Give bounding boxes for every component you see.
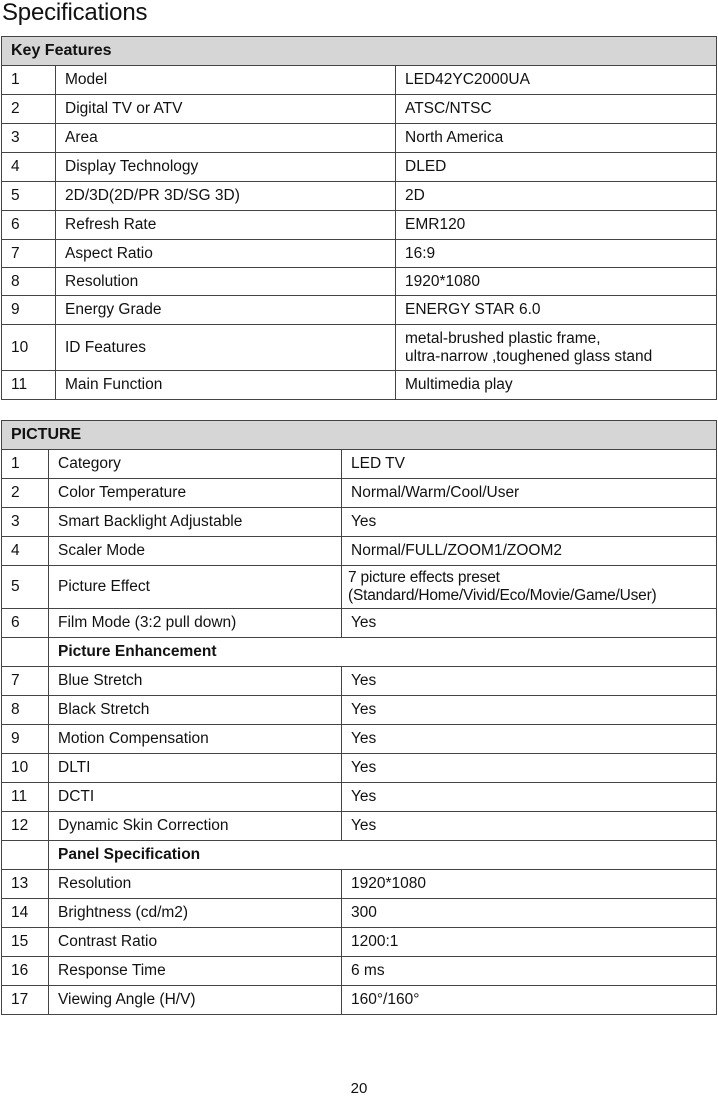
row-number: 8	[2, 268, 56, 296]
spec-value: Yes	[342, 812, 717, 841]
row-number-empty	[2, 638, 49, 667]
spec-name: Main Function	[56, 371, 396, 400]
spec-name: Aspect Ratio	[56, 240, 396, 268]
key-features-header-row	[2, 37, 717, 66]
row-number: 10	[2, 754, 49, 783]
picture-enhancement-label: Picture Enhancement	[49, 638, 717, 667]
spec-name: DLTI	[49, 754, 342, 783]
row-number: 2	[2, 95, 56, 124]
table-row	[2, 268, 717, 296]
spec-name: Viewing Angle (H/V)	[49, 986, 342, 1015]
table-row	[2, 783, 717, 812]
spec-value: EMR120	[396, 211, 717, 240]
spec-value: Normal/Warm/Cool/User	[342, 479, 717, 508]
spec-value: 1920*1080	[342, 870, 717, 899]
spec-name: ID Features	[56, 325, 396, 371]
spec-value: ATSC/NTSC	[396, 95, 717, 124]
table-row	[2, 296, 717, 325]
spec-name: Film Mode (3:2 pull down)	[49, 609, 342, 638]
row-number: 1	[2, 66, 56, 95]
spec-name: Brightness (cd/m2)	[49, 899, 342, 928]
table-row	[2, 479, 717, 508]
spec-value: Yes	[342, 754, 717, 783]
row-number: 7	[2, 240, 56, 268]
spec-value: 1920*1080	[396, 268, 717, 296]
table-row	[2, 986, 717, 1015]
spec-name: Color Temperature	[49, 479, 342, 508]
table-row	[2, 899, 717, 928]
spec-value: Yes	[342, 725, 717, 754]
spec-value: Normal/FULL/ZOOM1/ZOOM2	[342, 537, 717, 566]
spec-name: Model	[56, 66, 396, 95]
picture-header: PICTURE	[2, 421, 717, 450]
spec-value-line: metal-brushed plastic frame,	[405, 329, 601, 347]
table-row	[2, 754, 717, 783]
spec-value: 6 ms	[342, 957, 717, 986]
spec-value-line: ultra-narrow ,toughened glass stand	[405, 347, 653, 365]
page-number: 20	[350, 1080, 368, 1097]
spec-value: 300	[342, 899, 717, 928]
row-number: 5	[2, 182, 56, 211]
row-number: 9	[2, 725, 49, 754]
spec-name: Resolution	[56, 268, 396, 296]
spec-value	[396, 325, 717, 371]
table-row	[2, 182, 717, 211]
row-number: 11	[2, 783, 49, 812]
spec-value: 1200:1	[342, 928, 717, 957]
table-row	[2, 870, 717, 899]
row-number: 9	[2, 296, 56, 325]
key-features-table	[1, 36, 717, 400]
table-row	[2, 211, 717, 240]
row-number: 4	[2, 153, 56, 182]
row-number: 1	[2, 450, 49, 479]
row-number: 3	[2, 124, 56, 153]
table-row	[2, 124, 717, 153]
row-number: 2	[2, 479, 49, 508]
spec-name: Area	[56, 124, 396, 153]
spec-name: Smart Backlight Adjustable	[49, 508, 342, 537]
spec-value: Multimedia play	[396, 371, 717, 400]
spec-name: Scaler Mode	[49, 537, 342, 566]
key-features-header: Key Features	[2, 37, 717, 66]
table-row	[2, 812, 717, 841]
spec-value: 160°/160°	[342, 986, 717, 1015]
spec-name: Dynamic Skin Correction	[49, 812, 342, 841]
row-number: 7	[2, 667, 49, 696]
subheader-row	[2, 841, 717, 870]
spec-value: Yes	[342, 667, 717, 696]
spec-name: DCTI	[49, 783, 342, 812]
subheader-row	[2, 638, 717, 667]
row-number: 10	[2, 325, 56, 371]
picture-header-row	[2, 421, 717, 450]
spec-value: Yes	[342, 696, 717, 725]
table-row	[2, 508, 717, 537]
spec-value: North America	[396, 124, 717, 153]
row-number: 15	[2, 928, 49, 957]
table-row	[2, 725, 717, 754]
spec-name: Response Time	[49, 957, 342, 986]
panel-specification-label: Panel Specification	[49, 841, 717, 870]
table-row	[2, 240, 717, 268]
spec-name: Resolution	[49, 870, 342, 899]
spec-name: Digital TV or ATV	[56, 95, 396, 124]
table-row	[2, 450, 717, 479]
table-row	[2, 537, 717, 566]
spec-name: Refresh Rate	[56, 211, 396, 240]
spec-value-line: (Standard/Home/Vivid/Eco/Movie/Game/User)	[348, 587, 657, 604]
table-row	[2, 66, 717, 95]
spec-value	[342, 566, 717, 609]
spec-value: 2D	[396, 182, 717, 211]
table-row	[2, 325, 717, 371]
spec-value: 16:9	[396, 240, 717, 268]
row-number-empty	[2, 841, 49, 870]
spec-value: ENERGY STAR 6.0	[396, 296, 717, 325]
spec-value: Yes	[342, 508, 717, 537]
spec-name: Picture Effect	[49, 566, 342, 609]
spec-value: Yes	[342, 783, 717, 812]
spec-value: Yes	[342, 609, 717, 638]
row-number: 14	[2, 899, 49, 928]
spec-name: Blue Stretch	[49, 667, 342, 696]
spec-name: Contrast Ratio	[49, 928, 342, 957]
table-row	[2, 609, 717, 638]
row-number: 12	[2, 812, 49, 841]
row-number: 8	[2, 696, 49, 725]
spec-value: LED42YC2000UA	[396, 66, 717, 95]
spec-name: Energy Grade	[56, 296, 396, 325]
spec-value-line: 7 picture effects preset	[348, 569, 500, 586]
table-row	[2, 566, 717, 609]
table-row	[2, 153, 717, 182]
spec-value: DLED	[396, 153, 717, 182]
table-row	[2, 667, 717, 696]
spec-name: Black Stretch	[49, 696, 342, 725]
table-row	[2, 696, 717, 725]
spec-name: Display Technology	[56, 153, 396, 182]
page-title: Specifications	[2, 0, 148, 26]
spec-name: Motion Compensation	[49, 725, 342, 754]
row-number: 6	[2, 609, 49, 638]
table-row	[2, 957, 717, 986]
spec-name: Category	[49, 450, 342, 479]
row-number: 16	[2, 957, 49, 986]
table-row	[2, 928, 717, 957]
picture-table	[1, 420, 717, 1015]
row-number: 13	[2, 870, 49, 899]
row-number: 5	[2, 566, 49, 609]
row-number: 6	[2, 211, 56, 240]
table-row	[2, 95, 717, 124]
spec-value: LED TV	[342, 450, 717, 479]
row-number: 17	[2, 986, 49, 1015]
row-number: 4	[2, 537, 49, 566]
spec-name: 2D/3D(2D/PR 3D/SG 3D)	[56, 182, 396, 211]
row-number: 11	[2, 371, 56, 400]
row-number: 3	[2, 508, 49, 537]
table-row	[2, 371, 717, 400]
